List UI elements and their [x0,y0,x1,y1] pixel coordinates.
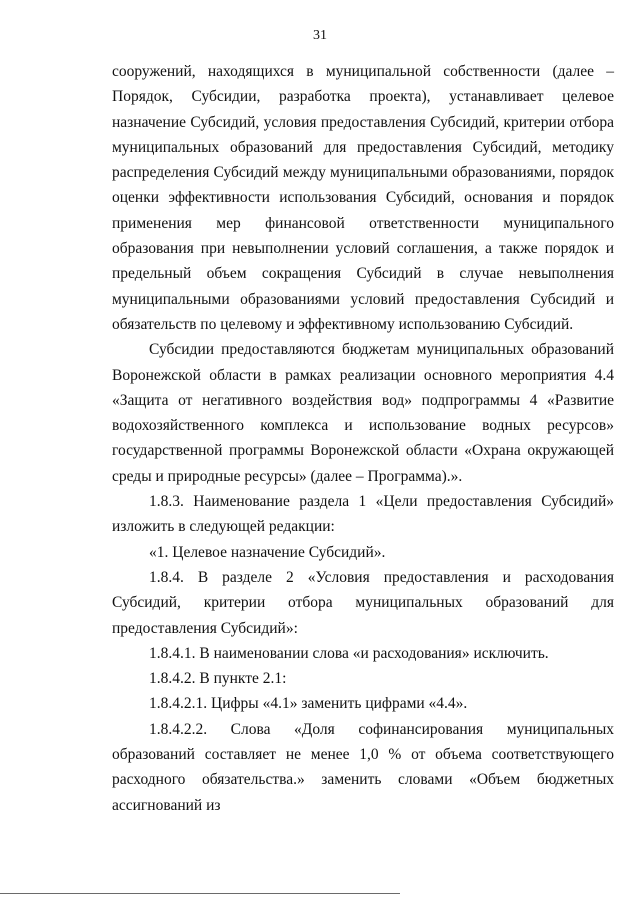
paragraph-1-8-4-2: 1.8.4.2. В пункте 2.1: [149,670,287,688]
paragraph-continuation: сооружений, находящихся в муниципальной собственности (далее – Порядок, Субсидии, разработка проекта), устанавливает целевое назначение Субсидий, условия предоставления Субсидий, критерии отбора муниципальных образований для предоставления Субсидий, методику распределения Субсидий между муниципальными образованиями, порядок оценки эффективности использования Субсидий, основания и порядок применения мер финансовой ответственности муниципального образования при невыполнении условий соглашения, а также порядок и предельный объем сокращения Субсидий в случае невыполнения муниципальными образованиями условий предоставления Субсидий и обязательств по целевому и эффективному использованию Субсидий. [112,63,614,333]
bottom-divider [0,893,400,894]
paragraph-1-8-4-1: 1.8.4.1. В наименовании слова «и расходования» исключить. [149,644,549,662]
paragraph-section-1-title: «1. Целевое назначение Субсидий». [149,543,386,561]
paragraph-1-8-4: 1.8.4. В разделе 2 «Условия предоставления и расходования Субсидий, критерии отбора муниципальных образований для предоставления Субсидий»: [112,568,614,637]
paragraph-1-8-4-2-2: 1.8.4.2.2. Слова «Доля софинансирования муниципальных образований составляет не менее 1,0 % от объема соответствующего расходного обязательства.» заменить словами «Объем бюджетных ассигнований из [112,720,614,814]
document-body [112,55,614,818]
paragraph-subsidies-purpose: Субсидии предоставляются бюджетам муниципальных образований Воронежской области в рамках реализации основного мероприятия 4.4 «Защита от негативного воздействия вод» подпрограммы 4 «Развитие водохозяйственного комплекса и использование водных ресурсов» государственной программы Воронежской области «Охрана окружающей среды и природные ресурсы» (далее – Программа).». [112,341,614,485]
paragraph-1-8-4-2-1: 1.8.4.2.1. Цифры «4.1» заменить цифрами «4.4». [149,695,468,713]
paragraph-1-8-3: 1.8.3. Наименование раздела 1 «Цели предоставления Субсидий» изложить в следующей редакции: [112,493,614,536]
page-number: 31 [313,28,327,43]
